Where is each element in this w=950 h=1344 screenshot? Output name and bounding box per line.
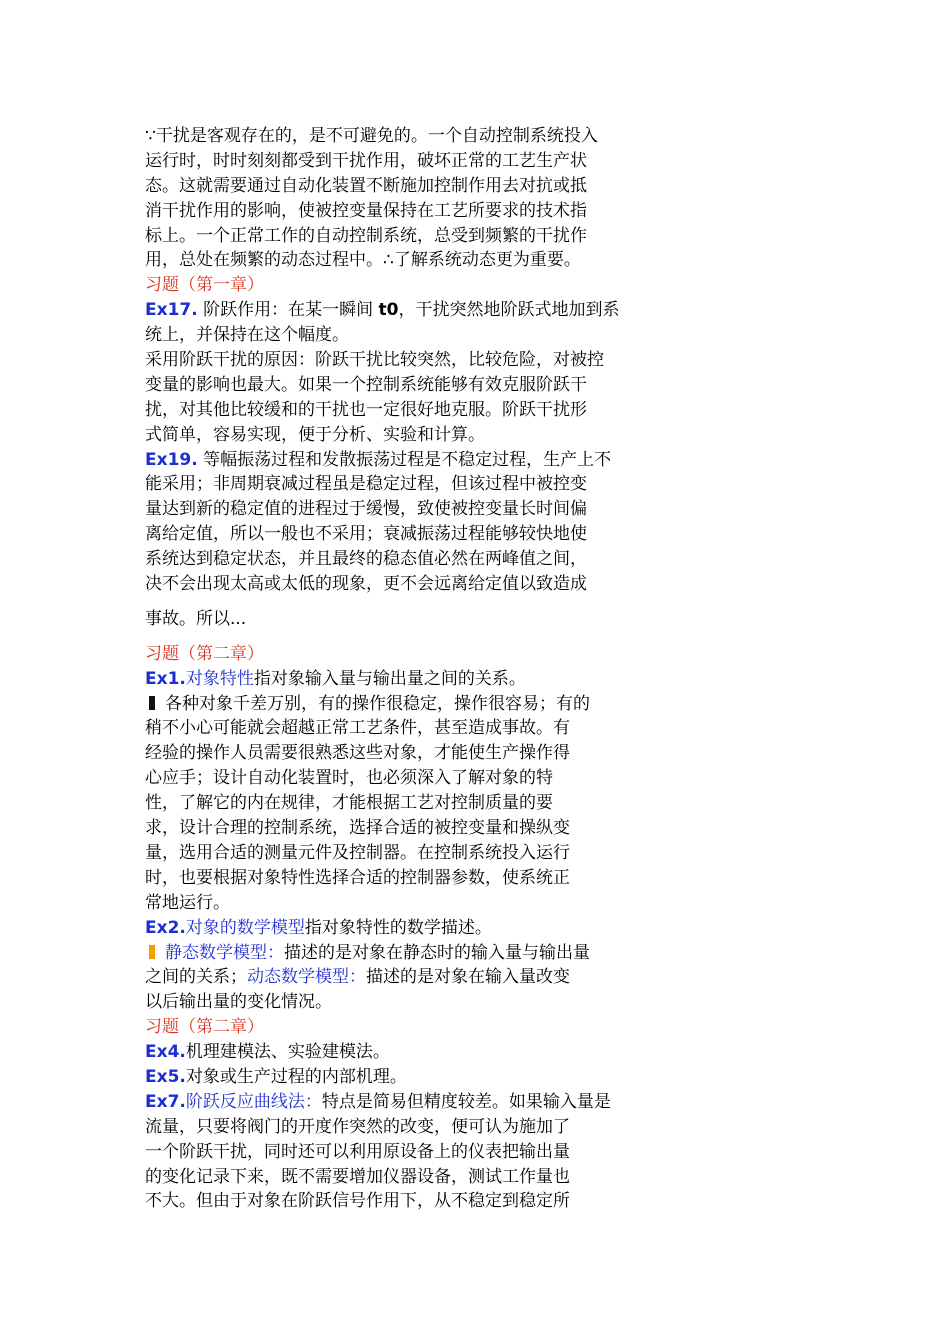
exercise-text: ，干扰突然地阶跃式地加到系 — [398, 300, 620, 321]
exercise-text: 机理建模法、实验建模法。 — [185, 1042, 390, 1063]
bullet-icon — [149, 696, 155, 710]
term-object-characteristics: 对象特性 — [185, 668, 254, 689]
paragraph-line: 心应手；设计自动化装置时，也必须深入了解对象的特 — [145, 768, 553, 789]
paragraph-line: 采用阶跃干扰的原因：阶跃干扰比较突然，比较危险，对被控 — [145, 350, 604, 371]
term-step-response: 阶跃反应曲线法： — [185, 1091, 322, 1112]
paragraph-line: 能采用；非周期衰减过程虽是稳定过程，但该过程中被控变 — [145, 474, 587, 495]
exercise-19 — [145, 448, 705, 473]
exercise-text: 指对象输入量与输出量之间的关系。 — [253, 668, 526, 689]
bullet-line — [145, 692, 705, 717]
exercise-text: 对象或生产过程的内部机理。 — [185, 1066, 407, 1087]
paragraph-line: 变量的影响也最大。如果一个控制系统能够有效克服阶跃干 — [145, 374, 587, 395]
exercise-5 — [145, 1065, 705, 1090]
exercise-label: Ex19. — [145, 449, 198, 470]
exercise-text: 指对象特性的数学描述。 — [304, 917, 492, 938]
bullet-text: 各种对象千差万别，有的操作很稳定，操作很容易；有的 — [165, 693, 590, 714]
paragraph-line: 不大。但由于对象在阶跃信号作用下，从不稳定到稳定所 — [145, 1191, 570, 1212]
paragraph-line: 经验的操作人员需要很熟悉这些对象，才能使生产操作得 — [145, 743, 570, 764]
paragraph-line: 时，也要根据对象特性选择合适的控制器参数，使系统正 — [145, 867, 570, 888]
exercise-label: Ex1. — [145, 668, 186, 689]
paragraph-line: 求，设计合理的控制系统，选择合适的被控变量和操纵变 — [145, 818, 570, 839]
exercise-label: Ex2. — [145, 917, 186, 938]
exercise-text: 特点是简易但精度较差。如果输入量是 — [321, 1091, 611, 1112]
paragraph-line — [145, 965, 705, 990]
document-page — [145, 124, 705, 1214]
paragraph-line: 事故。所以... — [145, 608, 247, 629]
exercise-17 — [145, 298, 705, 323]
section-heading-chapter-1: 习题（第一章） — [145, 275, 264, 296]
paragraph-line: 稍不小心可能就会超越正常工艺条件，甚至造成事故。有 — [145, 718, 570, 739]
paragraph-line: 以后输出量的变化情况。 — [145, 992, 332, 1013]
paragraph-line: 系统达到稳定状态，并且最终的稳态值必然在两峰值之间， — [145, 549, 587, 570]
exercise-4 — [145, 1040, 705, 1065]
paragraph-line: 态。这就需要通过自动化装置不断施加控制作用去对抗或抵 — [145, 175, 587, 196]
paragraph-line: 统上，并保持在这个幅度。 — [145, 325, 349, 346]
exercise-label: Ex17. — [145, 300, 198, 321]
paragraph-line: 运行时，时时刻刻都受到干扰作用，破坏正常的工艺生产状 — [145, 150, 587, 171]
paragraph-line: 量达到新的稳定值的进程过于缓慢，致使被控变量长时间偏 — [145, 499, 587, 520]
paragraph-line: 用，总处在频繁的动态过程中。∴了解系统动态更为重要。 — [145, 250, 581, 271]
exercise-1 — [145, 667, 705, 692]
paragraph-line: 扰，对其他比较缓和的干扰也一定很好地克服。阶跃干扰形 — [145, 399, 587, 420]
paragraph-line: 的变化记录下来，既不需要增加仪器设备，测试工作量也 — [145, 1166, 570, 1187]
bullet-icon — [149, 945, 155, 959]
paragraph-line: 式简单，容易实现，便于分析、实验和计算。 — [145, 424, 485, 445]
section-heading-chapter-2: 习题（第二章） — [145, 1017, 264, 1038]
term-static-model: 静态数学模型： — [165, 942, 284, 963]
section-heading-chapter-2: 习题（第二章） — [145, 643, 264, 664]
term-math-model: 对象的数学模型 — [185, 917, 305, 938]
paragraph-line: 性，了解它的内在规律，才能根据工艺对控制质量的要 — [145, 793, 553, 814]
bullet-line — [145, 941, 705, 966]
paragraph-line: 一个阶跃干扰，同时还可以利用原设备上的仪表把输出量 — [145, 1141, 570, 1162]
paragraph-line: 决不会出现太高或太低的现象，更不会远离给定值以致造成 — [145, 574, 587, 595]
paragraph-line: 量，选用合适的测量元件及控制器。在控制系统投入运行 — [145, 842, 570, 863]
term-dynamic-model: 动态数学模型： — [247, 967, 366, 988]
exercise-label: Ex5. — [145, 1066, 186, 1087]
symbol-t0: t0 — [378, 300, 399, 321]
paragraph-text: 描述的是对象在输入量改变 — [366, 967, 570, 988]
exercise-text: 阶跃作用：在某一瞬间 — [197, 300, 379, 321]
exercise-label: Ex4. — [145, 1042, 186, 1063]
exercise-2 — [145, 916, 705, 941]
bullet-text: 描述的是对象在静态时的输入量与输出量 — [284, 942, 590, 963]
paragraph-line: ∵干扰是客观存在的，是不可避免的。一个自动控制系统投入 — [145, 126, 598, 146]
paragraph-line: 标上。一个正常工作的自动控制系统，总受到频繁的干扰作 — [145, 225, 587, 246]
exercise-7 — [145, 1090, 705, 1115]
exercise-text: 等幅振荡过程和发散振荡过程是不稳定过程，生产上不 — [197, 449, 612, 470]
paragraph-line: 离给定值，所以一般也不采用；衰减振荡过程能够较快地使 — [145, 524, 587, 545]
paragraph-text: 之间的关系； — [145, 967, 247, 988]
paragraph-line: 常地运行。 — [145, 892, 230, 913]
paragraph-line: 消干扰作用的影响，使被控变量保持在工艺所要求的技术指 — [145, 200, 587, 221]
exercise-label: Ex7. — [145, 1091, 186, 1112]
paragraph-line: 流量，只要将阀门的开度作突然的改变，便可认为施加了 — [145, 1116, 570, 1137]
